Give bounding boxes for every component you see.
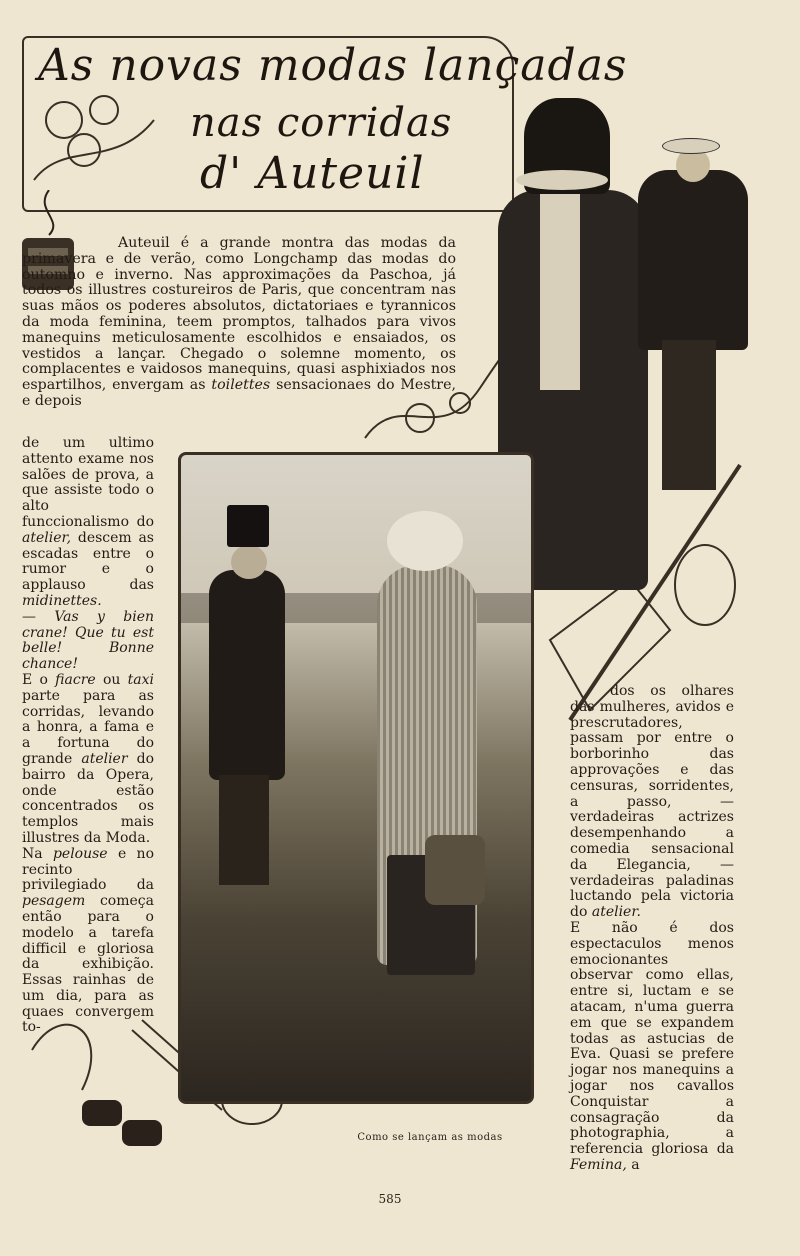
man-figure — [638, 170, 748, 350]
title-line-2: nas corridas — [190, 100, 453, 146]
lady-hat — [387, 511, 463, 571]
gentleman-legs — [219, 775, 269, 885]
gentleman-figure — [209, 570, 285, 780]
man-legs — [662, 340, 716, 490]
intro-paragraph: Auteuil é a grande montra das modas da primavera e de verão, como Longchamp das modas do outomno e inverno. Nas approximações da Paschoa, já todos os illustres costureiros de Paris, que concentram nas suas mãos os poderes absolutos, dictatoriaes e tyrannicos da moda feminina, teem promptos, talhados para vivos manequins meticulosamente escolhidos e ensaiados, os vestidos a lançar. Chegado o solemne momento, os complacentes e vaidosos manequins, quasi asphixiados nos espartilhos, envergam as toilettes sensacionaes do Mestre, e depois — [22, 235, 456, 409]
photo-racecourse-scene — [178, 452, 534, 1104]
collar — [540, 190, 580, 390]
page-number: 585 — [378, 1192, 402, 1206]
top-hat — [227, 505, 269, 547]
lady-handbag — [425, 835, 485, 905]
hat-brim — [516, 170, 608, 190]
french-quote: — Vas y bien crane! Que tu est belle! Bonne chance! — [22, 608, 154, 673]
title-line-1: As novas modas lançadas — [38, 40, 628, 91]
gentleman-head — [231, 545, 267, 579]
left-column-text: de um ultimo attento exame nos salões de prova, a que assiste todo o alto funccionalismo do atelier, descem as escadas entre o rumor e o applauso das midinettes. — Vas y bien crane! Que tu est belle! Bonne chance! E o fiacre ou taxi parte para as corridas, levando a honra, a fama e a fortuna do grande atelier do bairro da Opera, onde estão concentrados os templos mais illustres da Moda. Na pelouse e no recinto privilegiado da pesagem começa então para o modelo a tarefa difficil e gloriosa da exhibição. Essas rainhas de um dia, para as quaes convergem to- — [22, 435, 155, 1036]
boater-hat — [662, 138, 720, 154]
right-column-text: dos os olhares das mulheres, avidos e prescrutadores, passam por entre o borborinho das approvações e das censuras, sorridentes, a passo, — verdadeiras actrizes desempenhando a comedia sensacional da Elegancia, — verdadeiras paladinas luctando pela victoria do atelier. E não é dos espectaculos menos emocionantes observar como ellas, entre si, luctam e se atacam, n'uma guerra em que se expandem todas as astucias de Eva. Quasi se prefere jogar nos manequins a jogar nos cavallos Conquistar a consagração da photographia, a referencia gloriosa da Femina, a — [570, 683, 734, 1173]
floral-ornament-icon — [24, 80, 164, 190]
photo-caption: Como se lançam as modas — [357, 1132, 503, 1143]
title-line-3: d' Auteuil — [200, 148, 425, 199]
